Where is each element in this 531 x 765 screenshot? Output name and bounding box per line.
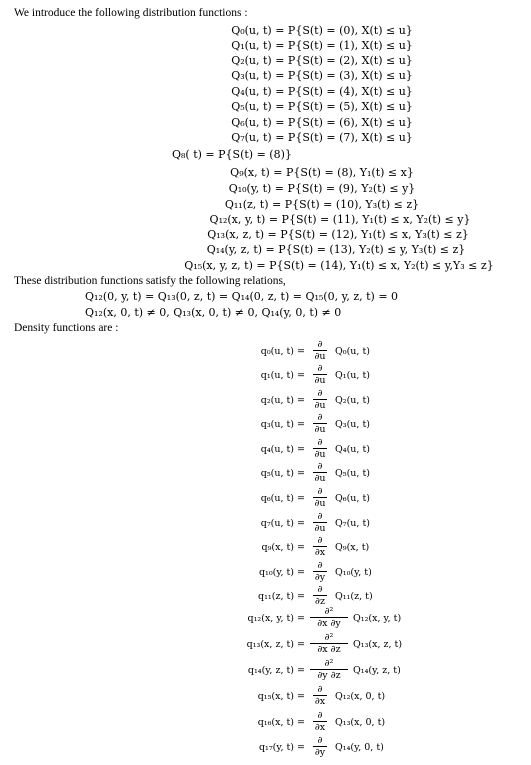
equation-q15: Q₁₅(x, y, z, t) = P{S(t) = (14), Y₁(t) ≤ x, Y₂(t) ≤ y,Y₃ ≤ z}: [184, 259, 494, 272]
density-lhs: q₉(x, t) =: [261, 542, 305, 553]
fraction-denominator: ∂u: [314, 523, 326, 534]
density-rhs: Q₆(u, t): [335, 493, 370, 504]
density-rhs: Q₁₁(z, t): [335, 591, 373, 602]
fraction-denominator: ∂x: [314, 547, 326, 558]
density-lhs: q₁₄(y, z, t) =: [247, 665, 305, 676]
equation-q8: Q₈( t) = P{S(t) = (8)}: [172, 148, 292, 161]
equation-q3: Q₃(u, t) = P{S(t) = (3), X(t) ≤ u}: [231, 69, 413, 82]
equation-q5: Q₅(u, t) = P{S(t) = (5), X(t) ≤ u}: [231, 100, 413, 113]
density-lhs: q₁₃(x, z, t) =: [246, 639, 305, 650]
fraction-numerator: ∂²: [324, 606, 334, 617]
density-rhs: Q₅(u, t): [335, 468, 370, 479]
partial-derivative-fraction: [309, 658, 349, 681]
fraction-numerator: ∂: [317, 388, 323, 399]
equation-q10: Q₁₀(y, t) = P{S(t) = (9), Y₂(t) ≤ y}: [228, 182, 416, 195]
density-lhs: q₀(u, t) =: [260, 346, 305, 357]
fraction-denominator: ∂u: [314, 351, 326, 362]
density-rhs: Q₀(u, t): [335, 346, 370, 357]
density-rhs: Q₃(u, t): [335, 419, 370, 430]
equation-q1: Q₁(u, t) = P{S(t) = (1), X(t) ≤ u}: [231, 39, 413, 52]
fraction-numerator: ∂: [317, 486, 323, 497]
fraction-numerator: ∂: [317, 735, 323, 746]
density-rhs: Q₁₃(x, z, t): [353, 639, 403, 650]
density-intro-text: Density functions are :: [14, 322, 119, 334]
relation-nonzero: Q₁₂(x, 0, t) ≠ 0, Q₁₃(x, 0, t) ≠ 0, Q₁₄(y, 0, t) ≠ 0: [85, 306, 342, 319]
fraction-numerator: ∂: [317, 584, 323, 595]
density-lhs: q₆(u, t) =: [260, 493, 305, 504]
density-lhs: q₅(u, t) =: [260, 468, 305, 479]
fraction-numerator: ∂²: [324, 658, 334, 669]
fraction-numerator: ∂: [317, 560, 323, 571]
fraction-denominator: ∂u: [314, 400, 326, 411]
equation-q4: Q₄(u, t) = P{S(t) = (4), X(t) ≤ u}: [231, 85, 413, 98]
fraction-numerator: ∂: [317, 412, 323, 423]
fraction-numerator: ∂²: [324, 632, 334, 643]
density-rhs: Q₁₀(y, t): [335, 567, 372, 578]
density-rhs: Q₁(u, t): [335, 370, 370, 381]
fraction-numerator: ∂: [317, 710, 323, 721]
density-rhs: Q₉(x, t): [335, 542, 370, 553]
relations-intro-text: These distribution functions satisfy the following relations,: [14, 275, 286, 287]
fraction-numerator: ∂: [317, 437, 323, 448]
partial-derivative-fraction: [309, 461, 331, 484]
density-lhs: q₁₀(y, t) =: [258, 567, 305, 578]
density-lhs: q₁₇(y, t) =: [258, 742, 305, 753]
density-rhs: Q₁₂(x, y, t): [353, 613, 402, 624]
equation-q14: Q₁₄(y, z, t) = P{S(t) = (13), Y₂(t) ≤ y, Y₃(t) ≤ z}: [206, 243, 466, 256]
partial-derivative-fraction: [309, 560, 331, 583]
equation-q13: Q₁₃(x, z, t) = P{S(t) = (12), Y₁(t) ≤ x, Y₃(t) ≤ z}: [207, 228, 469, 241]
partial-derivative-fraction: [309, 735, 331, 758]
partial-derivative-fraction: [309, 684, 331, 707]
fraction-denominator: ∂y ∂z: [317, 670, 341, 681]
equation-q9: Q₉(x, t) = P{S(t) = (8), Y₁(t) ≤ x}: [230, 166, 414, 179]
fraction-denominator: ∂y: [314, 747, 326, 758]
density-lhs: q₁₆(x, t) =: [257, 717, 305, 728]
fraction-numerator: ∂: [317, 363, 323, 374]
fraction-numerator: ∂: [317, 511, 323, 522]
partial-derivative-fraction: [309, 339, 331, 362]
fraction-denominator: ∂u: [314, 498, 326, 509]
fraction-numerator: ∂: [317, 684, 323, 695]
fraction-denominator: ∂u: [314, 424, 326, 435]
fraction-numerator: ∂: [317, 535, 323, 546]
density-rhs: Q₄(u, t): [335, 444, 370, 455]
partial-derivative-fraction: [309, 363, 331, 386]
partial-derivative-fraction: [309, 710, 331, 733]
fraction-denominator: ∂u: [314, 473, 326, 484]
fraction-denominator: ∂x: [314, 696, 326, 707]
equation-q12: Q₁₂(x, y, t) = P{S(t) = (11), Y₁(t) ≤ x, Y₂(t) ≤ y}: [209, 213, 471, 226]
density-rhs: Q₁₄(y, z, t): [353, 665, 401, 676]
intro-text: We introduce the following distribution functions :: [14, 7, 248, 19]
partial-derivative-fraction: [309, 606, 349, 629]
partial-derivative-fraction: [309, 388, 331, 411]
density-rhs: Q₁₂(x, 0, t): [335, 691, 386, 702]
fraction-numerator: ∂: [317, 339, 323, 350]
density-lhs: q₁₅(x, t) =: [257, 691, 305, 702]
density-rhs: Q₂(u, t): [335, 395, 370, 406]
relation-zero: Q₁₂(0, y, t) = Q₁₃(0, z, t) = Q₁₄(0, z, t) = Q₁₅(0, y, z, t) = 0: [85, 290, 399, 303]
density-rhs: Q₁₃(x, 0, t): [335, 717, 386, 728]
equation-q11: Q₁₁(z, t) = P{S(t) = (10), Y₃(t) ≤ z}: [224, 198, 420, 211]
density-lhs: q₁₂(x, y, t) =: [247, 613, 305, 624]
density-rhs: Q₇(u, t): [335, 518, 370, 529]
partial-derivative-fraction: [309, 535, 331, 558]
fraction-denominator: ∂y: [314, 572, 326, 583]
fraction-numerator: ∂: [317, 461, 323, 472]
density-lhs: q₂(u, t) =: [260, 395, 305, 406]
partial-derivative-fraction: [309, 412, 331, 435]
density-lhs: q₁(u, t) =: [260, 370, 305, 381]
fraction-denominator: ∂x: [314, 722, 326, 733]
fraction-denominator: ∂x ∂z: [317, 644, 341, 655]
equation-q6: Q₆(u, t) = P{S(t) = (6), X(t) ≤ u}: [231, 116, 413, 129]
fraction-denominator: ∂z: [315, 596, 325, 607]
partial-derivative-fraction: [309, 486, 331, 509]
density-lhs: q₃(u, t) =: [260, 419, 305, 430]
partial-derivative-fraction: [309, 632, 349, 655]
equation-q2: Q₂(u, t) = P{S(t) = (2), X(t) ≤ u}: [231, 54, 413, 67]
partial-derivative-fraction: [309, 584, 331, 607]
fraction-denominator: ∂u: [314, 449, 326, 460]
equation-q0: Q₀(u, t) = P{S(t) = (0), X(t) ≤ u}: [231, 24, 413, 37]
partial-derivative-fraction: [309, 511, 331, 534]
partial-derivative-fraction: [309, 437, 331, 460]
fraction-denominator: ∂x ∂y: [317, 618, 341, 629]
density-lhs: q₇(u, t) =: [260, 518, 305, 529]
fraction-denominator: ∂u: [314, 375, 326, 386]
equation-q7: Q₇(u, t) = P{S(t) = (7), X(t) ≤ u}: [231, 131, 413, 144]
density-lhs: q₄(u, t) =: [260, 444, 305, 455]
density-lhs: q₁₁(z, t) =: [258, 591, 305, 602]
density-rhs: Q₁₄(y, 0, t): [335, 742, 384, 753]
